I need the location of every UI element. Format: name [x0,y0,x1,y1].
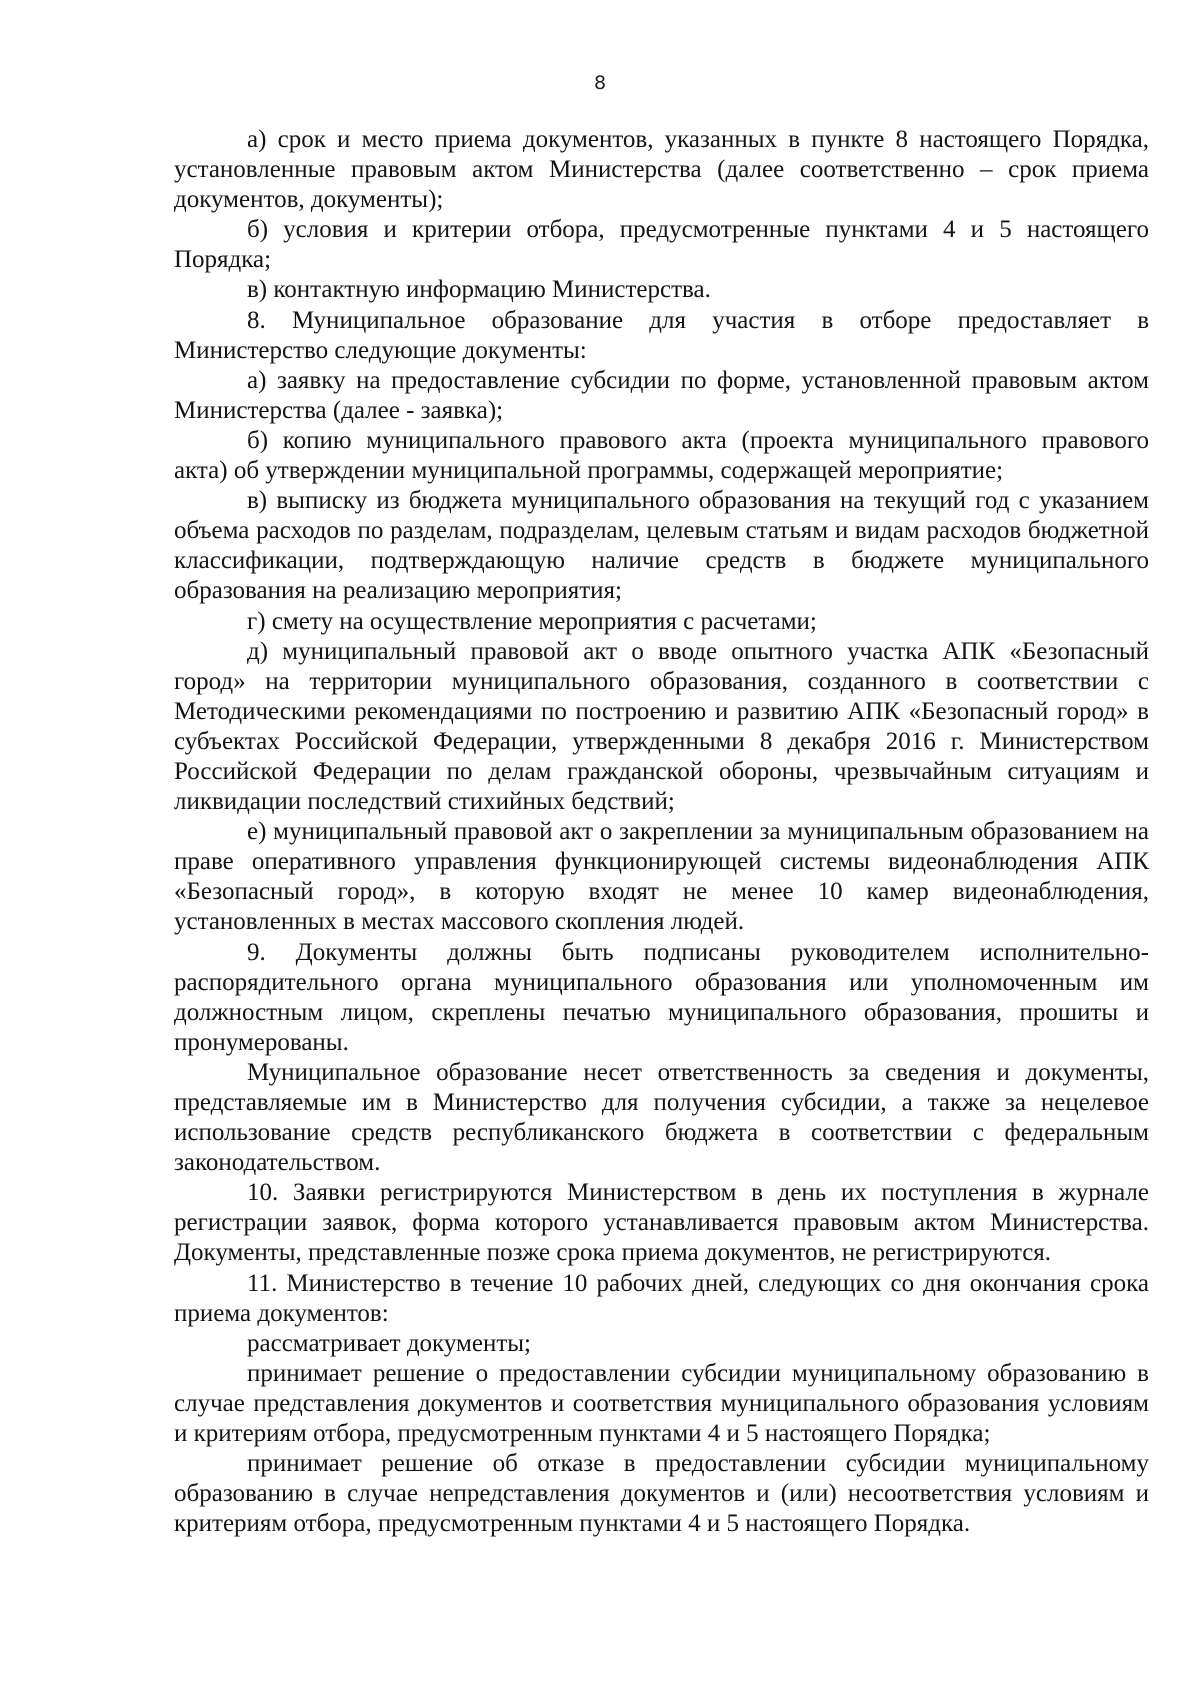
paragraph-8-d: д) муниципальный правовой акт о вводе опытного участка АПК «Безопасный город» на территории муниципального образования, созданного в соответствии с Методическими рекомендациями по построению и развитию АПК «Безопасный город» в субъектах Российской Федерации, утвержденными 8 декабря 2016 г. Министерством Российской Федерации по делам гражданской обороны, чрезвычайным ситуациям и ликвидации последствий стихийных бедствий; [174,637,1149,816]
paragraph-11-review: рассматривает документы; [247,1329,531,1357]
paragraph-10: 10. Заявки регистрируются Министерством в день их поступления в журнале регистрации заявок, форма которого устанавливается правовым актом Министерства. Документы, представленные позже срока приема документов, не регистрируются. [174,1179,1149,1267]
page-number: 8 [593,72,607,94]
paragraph-8-b: б) копию муниципального правового акта (проекта муниципального правового акта) об утверждении муниципальной программы, содержащей мероприятие; [174,426,1149,485]
paragraph-8-g: г) смету на осуществление мероприятия с расчетами; [247,607,817,635]
paragraph-11-reject: принимает решение об отказе в предоставлении субсидии муниципальному образованию в случае непредставления документов и (или) несоответствия условиям и критериям отбора, предусмотренным пунктами 4 и 5 настоящего Порядка. [174,1450,1149,1538]
paragraph-responsibility: Муниципальное образование несет ответственность за сведения и документы, представляемые им в Министерство для получения субсидии, а также за нецелевое использование средств республиканского бюджета в соответствии с федеральным законодательством. [174,1058,1149,1177]
paragraph-a-deadline: а) срок и место приема документов, указанных в пункте 8 настоящего Порядка, установленные правовым актом Министерства (далее соответственно – срок приема документов, документы); [174,126,1149,214]
paragraph-v-contacts: в) контактную информацию Министерства. [247,276,711,304]
paragraph-8-e: е) муниципальный правовой акт о закреплении за муниципальным образованием на праве оперативного управления функционирующей системы видеонаблюдения АПК «Безопасный город», в которую входят не менее 10 камер видеонаблюдения, установленных в местах массового скопления людей. [174,818,1149,936]
paragraph-8-a: а) заявку на предоставление субсидии по форме, установленной правовым актом Министерства (далее - заявка); [174,366,1149,424]
paragraph-8: 8. Муниципальное образование для участия в отборе предоставляет в Министерство следующие документы: [174,306,1149,364]
document-body [174,125,1149,1539]
paragraph-11-approve: принимает решение о предоставлении субсидии муниципальному образованию в случае представления документов и соответствия муниципального образования условиям и критериям отбора, предусмотренным пунктами 4 и 5 настоящего Порядка; [174,1359,1149,1448]
paragraph-8-v: в) выписку из бюджета муниципального образования на текущий год с указанием объема расходов по разделам, подразделам, целевым статьям и видам расходов бюджетной классификации, подтверждающую наличие средств в бюджете муниципального образования на реализацию мероприятия; [174,487,1149,605]
paragraph-9: 9. Документы должны быть подписаны руководителем исполнительно-распорядительного органа муниципального образования или уполномоченным им должностным лицом, скреплены печатью муниципального образования, прошиты и пронумерованы. [174,938,1149,1056]
paragraph-b-conditions: б) условия и критерии отбора, предусмотренные пунктами 4 и 5 настоящего Порядка; [174,216,1149,274]
paragraph-11: 11. Министерство в течение 10 рабочих дней, следующих со дня окончания срока приема документов: [174,1269,1149,1327]
